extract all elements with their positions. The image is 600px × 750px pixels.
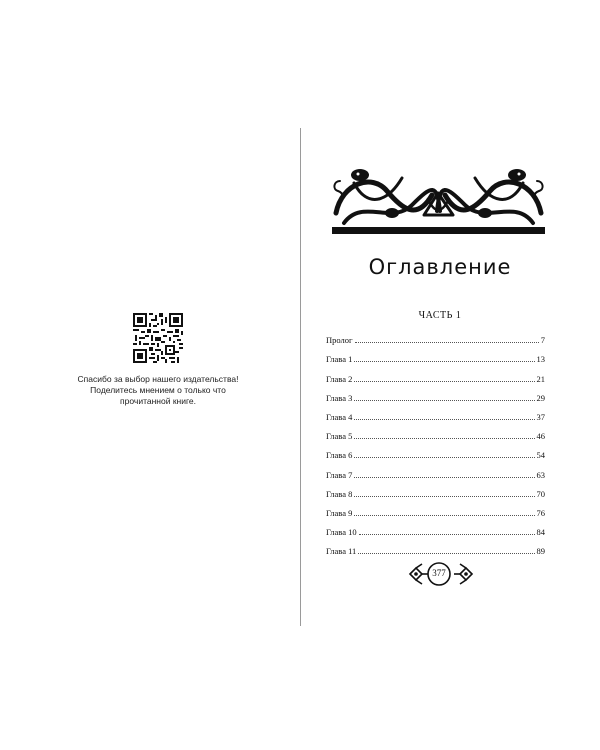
toc-entry-title: Глава 7 [326,469,353,480]
toc-entry-page: 29 [536,392,545,403]
toc-entry-title: Глава 4 [326,411,353,422]
toc-entry-page: 54 [536,450,545,461]
toc-leader-dots [358,552,534,554]
toc-entry[interactable] [326,364,545,383]
toc-leader-dots [354,495,534,497]
toc-entry[interactable] [326,326,545,345]
toc-leader-dots [355,341,539,343]
qr-code-icon[interactable] [133,313,183,363]
toc-entry-page: 46 [536,431,545,442]
page-number: 377 [432,568,446,578]
toc-entry-page: 37 [536,411,545,422]
serpent-knot-ornament-icon [332,163,545,240]
toc-leader-dots [354,360,534,362]
toc-entry-page: 84 [536,527,545,538]
thanks-line: Спасибо за выбор нашего издательства! [77,374,239,384]
toc-entry-title: Глава 11 [326,546,357,557]
toc-leader-dots [354,418,534,420]
toc-entry-title: Глава 10 [326,527,357,538]
toc-entry-title: Глава 5 [326,431,353,442]
toc-entry[interactable] [326,499,545,518]
toc-entry-page: 70 [536,488,545,499]
toc-leader-dots [359,533,535,535]
page-number-badge [408,561,474,587]
toc-entry-page: 13 [536,354,545,365]
toc-title: Оглавление [368,255,512,279]
toc-entry-page: 89 [536,546,545,557]
toc-entry[interactable] [326,518,545,537]
toc-entry-title: Глава 1 [326,354,353,365]
toc-entry[interactable] [326,422,545,441]
right-page [300,0,600,750]
toc-leader-dots [354,514,534,516]
toc-entry[interactable] [326,480,545,499]
toc-leader-dots [354,476,534,478]
toc-entry[interactable] [326,384,545,403]
toc-list [326,326,545,556]
toc-entry[interactable] [326,460,545,479]
toc-entry-page: 63 [536,469,545,480]
thanks-message [60,374,256,407]
toc-entry-page: 76 [536,507,545,518]
toc-entry-page: 7 [540,335,545,346]
toc-entry[interactable] [326,537,545,556]
toc-entry-title: Глава 8 [326,488,353,499]
toc-leader-dots [354,437,534,439]
toc-entry[interactable] [326,403,545,422]
toc-entry[interactable] [326,441,545,460]
toc-entry-title: Пролог [326,335,353,346]
thanks-line: Поделитесь мнением о только что [90,385,226,395]
toc-entry-title: Глава 6 [326,450,353,461]
toc-entry-page: 21 [536,373,545,384]
toc-leader-dots [354,456,534,458]
part-label: ЧАСТЬ 1 [418,310,462,321]
toc-entry[interactable] [326,345,545,364]
toc-entry-title: Глава 3 [326,392,353,403]
toc-entry-title: Глава 2 [326,373,353,384]
toc-leader-dots [354,399,534,401]
thanks-line: прочитанной книге. [120,396,196,406]
toc-entry-title: Глава 9 [326,507,353,518]
toc-leader-dots [354,380,534,382]
